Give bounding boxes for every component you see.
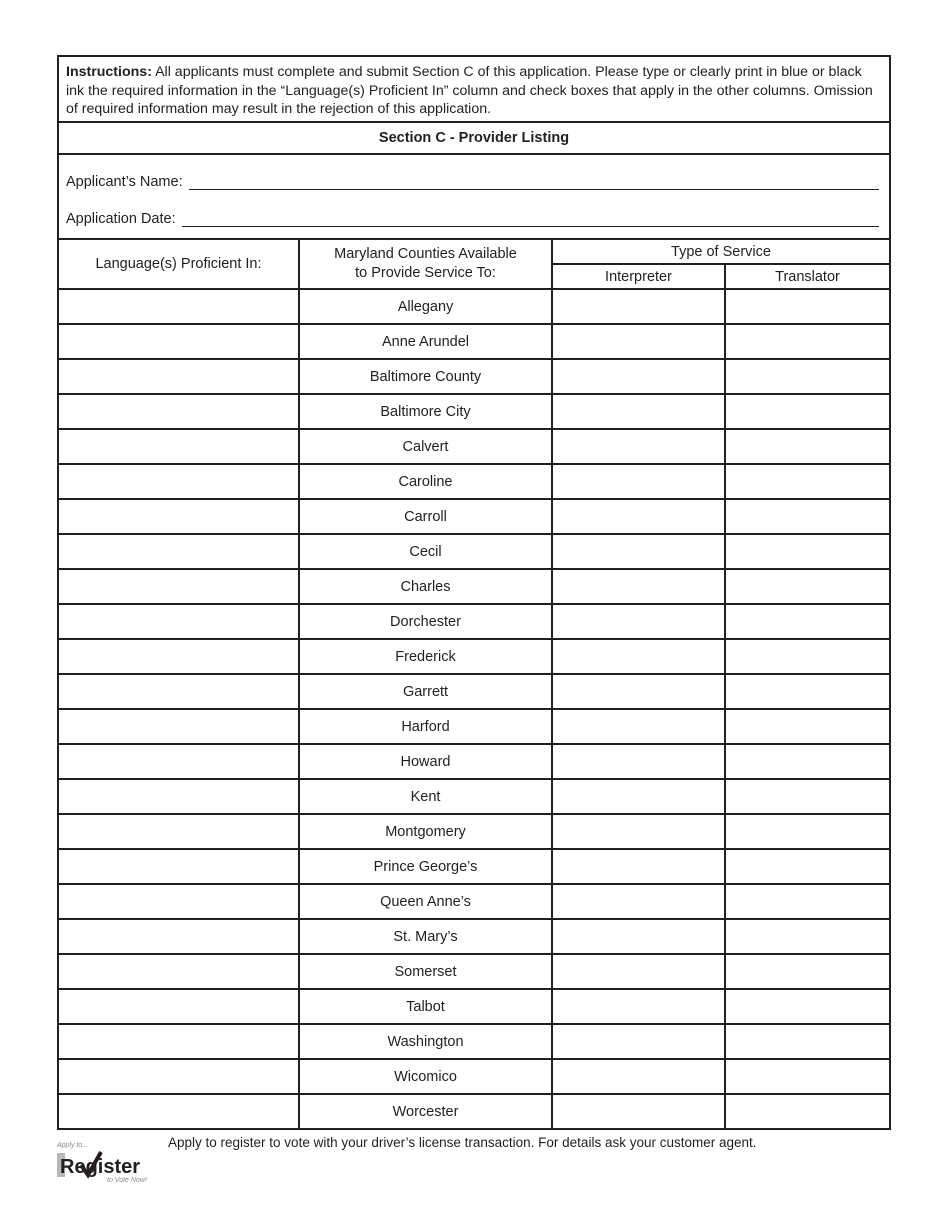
translator-checkbox-cell[interactable]	[725, 359, 889, 394]
interpreter-checkbox-cell[interactable]	[552, 324, 725, 359]
county-cell: Dorchester	[299, 604, 552, 639]
interpreter-checkbox-cell[interactable]	[552, 709, 725, 744]
interpreter-checkbox-cell[interactable]	[552, 779, 725, 814]
table-row	[59, 499, 889, 534]
language-cell[interactable]	[59, 359, 299, 394]
interpreter-checkbox-cell[interactable]	[552, 884, 725, 919]
translator-checkbox-cell[interactable]	[725, 569, 889, 604]
interpreter-checkbox-cell[interactable]	[552, 849, 725, 884]
translator-checkbox-cell[interactable]	[725, 744, 889, 779]
language-cell[interactable]	[59, 324, 299, 359]
language-cell[interactable]	[59, 1094, 299, 1128]
translator-checkbox-cell[interactable]	[725, 674, 889, 709]
translator-checkbox-cell[interactable]	[725, 954, 889, 989]
county-cell: Queen Anne’s	[299, 884, 552, 919]
county-cell: Prince George’s	[299, 849, 552, 884]
translator-checkbox-cell[interactable]	[725, 814, 889, 849]
interpreter-checkbox-cell[interactable]	[552, 744, 725, 779]
county-cell: Anne Arundel	[299, 324, 552, 359]
applicant-name-row	[66, 174, 879, 190]
language-cell[interactable]	[59, 954, 299, 989]
translator-checkbox-cell[interactable]	[725, 604, 889, 639]
county-cell: Caroline	[299, 464, 552, 499]
table-row	[59, 989, 889, 1024]
county-cell: Washington	[299, 1024, 552, 1059]
table-row	[59, 1024, 889, 1059]
header-interpreter: Interpreter	[552, 264, 725, 289]
table-row	[59, 814, 889, 849]
translator-checkbox-cell[interactable]	[725, 289, 889, 324]
county-cell: Kent	[299, 779, 552, 814]
table-row	[59, 779, 889, 814]
county-cell: Garrett	[299, 674, 552, 709]
table-row	[59, 464, 889, 499]
translator-checkbox-cell[interactable]	[725, 534, 889, 569]
provider-table	[59, 240, 889, 1128]
translator-checkbox-cell[interactable]	[725, 849, 889, 884]
language-cell[interactable]	[59, 744, 299, 779]
language-cell[interactable]	[59, 989, 299, 1024]
header-type-of-service: Type of Service	[552, 240, 889, 264]
translator-checkbox-cell[interactable]	[725, 1024, 889, 1059]
language-cell[interactable]	[59, 429, 299, 464]
interpreter-checkbox-cell[interactable]	[552, 919, 725, 954]
application-date-field[interactable]	[182, 212, 879, 227]
translator-checkbox-cell[interactable]	[725, 1094, 889, 1128]
translator-checkbox-cell[interactable]	[725, 989, 889, 1024]
translator-checkbox-cell[interactable]	[725, 709, 889, 744]
interpreter-checkbox-cell[interactable]	[552, 429, 725, 464]
applicant-name-label: Applicant’s Name:	[66, 174, 183, 190]
translator-checkbox-cell[interactable]	[725, 919, 889, 954]
language-cell[interactable]	[59, 639, 299, 674]
table-row	[59, 324, 889, 359]
interpreter-checkbox-cell[interactable]	[552, 359, 725, 394]
section-title: Section C - Provider Listing	[59, 123, 889, 155]
county-cell: Allegany	[299, 289, 552, 324]
application-date-label: Application Date:	[66, 211, 176, 227]
interpreter-checkbox-cell[interactable]	[552, 569, 725, 604]
interpreter-checkbox-cell[interactable]	[552, 534, 725, 569]
table-row	[59, 359, 889, 394]
table-row	[59, 709, 889, 744]
interpreter-checkbox-cell[interactable]	[552, 989, 725, 1024]
language-cell[interactable]	[59, 919, 299, 954]
county-cell: Baltimore County	[299, 359, 552, 394]
translator-checkbox-cell[interactable]	[725, 1059, 889, 1094]
county-cell: Baltimore City	[299, 394, 552, 429]
language-cell[interactable]	[59, 1059, 299, 1094]
county-cell: Calvert	[299, 429, 552, 464]
instructions-label: Instructions:	[66, 64, 152, 80]
county-cell: Somerset	[299, 954, 552, 989]
table-row	[59, 604, 889, 639]
application-date-row	[66, 211, 879, 227]
translator-checkbox-cell[interactable]	[725, 639, 889, 674]
logo-bottom-text: to Vote Now!	[107, 1177, 147, 1183]
footer-text: Apply to register to vote with your driver’s license transaction. For details ask your customer agent.	[168, 1135, 757, 1150]
language-cell[interactable]	[59, 849, 299, 884]
table-row	[59, 394, 889, 429]
table-row	[59, 919, 889, 954]
county-cell: Talbot	[299, 989, 552, 1024]
table-row	[59, 639, 889, 674]
language-cell[interactable]	[59, 464, 299, 499]
language-cell[interactable]	[59, 884, 299, 919]
applicant-name-field[interactable]	[189, 175, 879, 190]
county-cell: Carroll	[299, 499, 552, 534]
table-row	[59, 674, 889, 709]
language-cell[interactable]	[59, 394, 299, 429]
language-cell[interactable]	[59, 604, 299, 639]
applicant-info	[59, 155, 889, 240]
translator-checkbox-cell[interactable]	[725, 324, 889, 359]
table-row	[59, 744, 889, 779]
language-cell[interactable]	[59, 709, 299, 744]
county-rows	[59, 289, 889, 1128]
table-row	[59, 1094, 889, 1128]
table-row	[59, 954, 889, 989]
table-row	[59, 534, 889, 569]
logo-main-text: Register	[60, 1156, 141, 1178]
language-cell[interactable]	[59, 814, 299, 849]
language-cell[interactable]	[59, 1024, 299, 1059]
table-row	[59, 884, 889, 919]
language-cell[interactable]	[59, 674, 299, 709]
interpreter-checkbox-cell[interactable]	[552, 499, 725, 534]
instructions-text: All applicants must complete and submit Section C of this application. Please type or clearly print in blue or black ink the required information in the “Language(s) Proficient In” column and check boxes that apply in the other columns. Omission of required information may result in the rejection of this application.	[66, 64, 873, 117]
header-counties-line1: Maryland Counties Available	[334, 246, 517, 262]
translator-checkbox-cell[interactable]	[725, 464, 889, 499]
interpreter-checkbox-cell[interactable]	[552, 1024, 725, 1059]
register-logo	[57, 1139, 159, 1183]
language-cell[interactable]	[59, 569, 299, 604]
header-translator: Translator	[725, 264, 889, 289]
translator-checkbox-cell[interactable]	[725, 394, 889, 429]
county-cell: Cecil	[299, 534, 552, 569]
header-language: Language(s) Proficient In:	[59, 240, 299, 289]
county-cell: Howard	[299, 744, 552, 779]
interpreter-checkbox-cell[interactable]	[552, 674, 725, 709]
translator-checkbox-cell[interactable]	[725, 779, 889, 814]
interpreter-checkbox-cell[interactable]	[552, 289, 725, 324]
interpreter-checkbox-cell[interactable]	[552, 1094, 725, 1128]
county-cell: Frederick	[299, 639, 552, 674]
interpreter-checkbox-cell[interactable]	[552, 604, 725, 639]
translator-checkbox-cell[interactable]	[725, 884, 889, 919]
county-cell: Montgomery	[299, 814, 552, 849]
language-cell[interactable]	[59, 534, 299, 569]
county-cell: Worcester	[299, 1094, 552, 1128]
translator-checkbox-cell[interactable]	[725, 429, 889, 464]
header-counties	[299, 240, 552, 289]
interpreter-checkbox-cell[interactable]	[552, 954, 725, 989]
provider-listing-form	[57, 55, 891, 1130]
county-cell: Harford	[299, 709, 552, 744]
header-counties-line2: to Provide Service To:	[355, 265, 496, 281]
interpreter-checkbox-cell[interactable]	[552, 814, 725, 849]
language-cell[interactable]	[59, 499, 299, 534]
language-cell[interactable]	[59, 289, 299, 324]
table-row	[59, 849, 889, 884]
interpreter-checkbox-cell[interactable]	[552, 639, 725, 674]
table-row	[59, 569, 889, 604]
table-row	[59, 289, 889, 324]
interpreter-checkbox-cell[interactable]	[552, 1059, 725, 1094]
footer	[57, 1136, 891, 1186]
interpreter-checkbox-cell[interactable]	[552, 394, 725, 429]
instructions	[59, 57, 889, 123]
table-row	[59, 429, 889, 464]
interpreter-checkbox-cell[interactable]	[552, 464, 725, 499]
county-cell: Wicomico	[299, 1059, 552, 1094]
language-cell[interactable]	[59, 779, 299, 814]
table-row	[59, 1059, 889, 1094]
county-cell: St. Mary’s	[299, 919, 552, 954]
translator-checkbox-cell[interactable]	[725, 499, 889, 534]
logo-top-text: Apply to...	[57, 1142, 89, 1149]
county-cell: Charles	[299, 569, 552, 604]
